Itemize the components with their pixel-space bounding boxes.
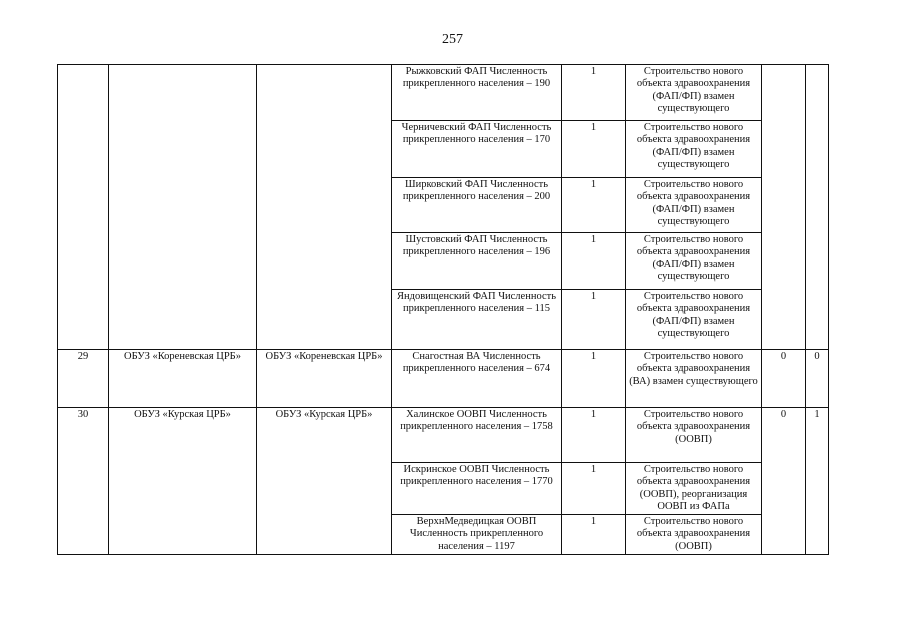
col7-cell: 0 — [762, 350, 806, 408]
table-row — [58, 350, 829, 408]
facility-cell: ВерхнМедведицкая ООВП Численность прикрепленного населения – 1197 — [392, 515, 562, 555]
action-cell: Строительство нового объекта здравоохранения (ООВП) — [626, 408, 762, 463]
table-row — [58, 408, 829, 463]
facility-cell: Яндовищенский ФАП Численность прикрепленного населения – 115 — [392, 290, 562, 350]
organization-cell: ОБУЗ «Кореневская ЦРБ» — [109, 350, 257, 408]
row-number-cell: 29 — [58, 350, 109, 408]
table-row — [58, 65, 829, 121]
unit-cell — [257, 65, 392, 350]
organization-cell — [109, 65, 257, 350]
col8-cell: 1 — [806, 408, 829, 555]
action-cell: Строительство нового объекта здравоохранения (ФАП/ФП) взамен существующего — [626, 233, 762, 290]
facility-cell: Шустовский ФАП Численность прикрепленного населения – 196 — [392, 233, 562, 290]
col7-cell: 0 — [762, 408, 806, 555]
organization-cell: ОБУЗ «Курская ЦРБ» — [109, 408, 257, 555]
quantity-cell: 1 — [562, 290, 626, 350]
col7-cell — [762, 65, 806, 350]
facility-cell: Халинское ООВП Численность прикрепленного населения – 1758 — [392, 408, 562, 463]
action-cell: Строительство нового объекта здравоохранения (ФАП/ФП) взамен существующего — [626, 121, 762, 178]
action-cell: Строительство нового объекта здравоохранения (ФАП/ФП) взамен существующего — [626, 290, 762, 350]
facility-cell: Ширковский ФАП Численность прикрепленного населения – 200 — [392, 178, 562, 233]
quantity-cell: 1 — [562, 408, 626, 463]
quantity-cell: 1 — [562, 121, 626, 178]
facility-cell: Искринское ООВП Численность прикрепленного населения – 1770 — [392, 463, 562, 515]
row-number-cell — [58, 65, 109, 350]
quantity-cell: 1 — [562, 463, 626, 515]
quantity-cell: 1 — [562, 233, 626, 290]
col8-cell — [806, 65, 829, 350]
quantity-cell: 1 — [562, 178, 626, 233]
quantity-cell: 1 — [562, 65, 626, 121]
action-cell: Строительство нового объекта здравоохранения (ООВП) — [626, 515, 762, 555]
action-cell: Строительство нового объекта здравоохранения (ФАП/ФП) взамен существующего — [626, 178, 762, 233]
action-cell: Строительство нового объекта здравоохранения (ВА) взамен существующего — [626, 350, 762, 408]
row-number-cell: 30 — [58, 408, 109, 555]
facility-cell: Рыжковский ФАП Численность прикрепленного населения – 190 — [392, 65, 562, 121]
facilities-table — [57, 64, 829, 555]
facility-cell: Снагостная ВА Численность прикрепленного населения – 674 — [392, 350, 562, 408]
action-cell: Строительство нового объекта здравоохранения (ООВП), реорганизация ООВП из ФАПа — [626, 463, 762, 515]
unit-cell: ОБУЗ «Кореневская ЦРБ» — [257, 350, 392, 408]
action-cell: Строительство нового объекта здравоохранения (ФАП/ФП) взамен существующего — [626, 65, 762, 121]
page-number: 257 — [442, 32, 463, 47]
quantity-cell: 1 — [562, 515, 626, 555]
col8-cell: 0 — [806, 350, 829, 408]
facility-cell: Черничевский ФАП Численность прикрепленного населения – 170 — [392, 121, 562, 178]
quantity-cell: 1 — [562, 350, 626, 408]
unit-cell: ОБУЗ «Курская ЦРБ» — [257, 408, 392, 555]
